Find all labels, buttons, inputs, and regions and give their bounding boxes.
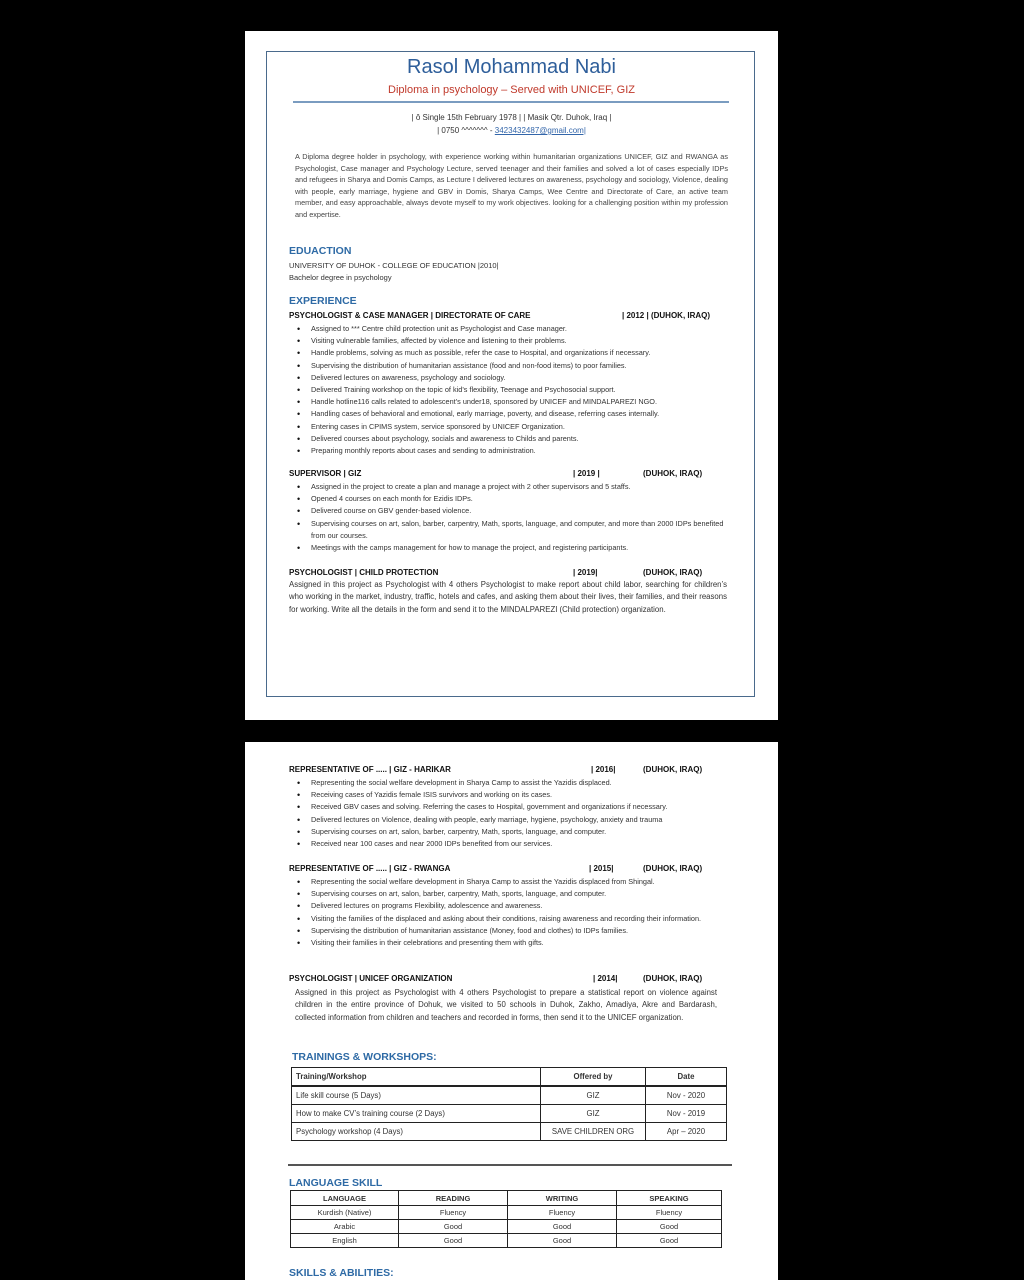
list-item: • Supervising the distribution of humanitarian assistance (food and non-food items) to poor families. [289, 360, 739, 372]
list-item: • Representing the social welfare development in Sharya Camp to assist the Yazidis displaced. [289, 777, 759, 789]
list-item: • Receiving cases of Yazidis female ISIS survivors and working on its cases. [289, 789, 759, 801]
table-row [292, 1105, 727, 1123]
list-item: • Opened 4 courses on each month for Ezidis IDPs. [289, 493, 729, 505]
education-school: UNIVERSITY OF DUHOK - COLLEGE OF EDUCATION |2010| [289, 261, 499, 270]
list-item: • Received near 100 cases and near 2000 IDPs benefited from our services. [289, 838, 759, 850]
contact-line: | ô Single 15th February 1978 | | Masik Qtr. Duhok, Iraq | [411, 113, 612, 122]
job-header [289, 974, 729, 983]
job-header [289, 568, 729, 577]
list-item: • Visiting vulnerable families, affected by violence and listening to their problems. [289, 335, 739, 347]
language-table [290, 1190, 722, 1248]
contact-phone-email [245, 126, 778, 135]
table-cell: GIZ [541, 1086, 646, 1105]
table-header-row [292, 1068, 727, 1087]
list-item: • Supervising the distribution of humanitarian assistance (Money, food and clothes) to IDPs families. [289, 925, 729, 937]
list-item: • Handle hotline116 calls related to adolescent’s under18, sponsored by UNICEF and MINDALPAREZI NGO. [289, 396, 739, 408]
list-item: • Supervising courses on art, salon, barber, carpentry, Math, sports, language, and computer. [289, 888, 729, 900]
education-heading: EDUACTION [289, 245, 352, 257]
table-cell: Good [508, 1234, 617, 1248]
table-cell: Nov - 2020 [646, 1086, 727, 1105]
language-heading: LANGUAGE SKILL [289, 1177, 383, 1189]
list-item: • Assigned in the project to create a plan and manage a project with 2 other supervisors and 5 staffs. [289, 481, 729, 493]
table-cell: SAVE CHILDREN ORG [541, 1123, 646, 1141]
column-header: SPEAKING [617, 1191, 722, 1206]
job-year: | 2016| [591, 765, 616, 774]
job-location: (DUHOK, IRAQ) [643, 469, 703, 478]
job-title: PSYCHOLOGIST | CHILD PROTECTION [289, 568, 439, 577]
job-bullets [289, 481, 729, 554]
column-header: LANGUAGE [291, 1191, 399, 1206]
job-year: | 2014| [593, 974, 618, 983]
job-description: Assigned in this project as Psychologist with 4 others Psychologist to make report about child labor, searching for children’s who working in the market, industry, traffic, hotels and cafes, and asking them about their lives, their families, and their reasons for working. Write all the details in the form and send it to the MINDALPAREZI (Child protection) organization. [289, 580, 727, 614]
job-title: PSYCHOLOGIST | UNICEF ORGANIZATION [289, 974, 453, 983]
table-cell: Good [399, 1234, 508, 1248]
section-divider [288, 1164, 732, 1166]
table-row [291, 1206, 722, 1220]
job-bullets [289, 876, 729, 949]
applicant-name: Rasol Mohammad Nabi [407, 56, 616, 78]
experience-heading: EXPERIENCE [289, 295, 357, 307]
profile-summary: A Diploma degree holder in psychology, with experience working within humanitarian organizations UNICEF, GIZ and RWANGA as Psychologist, Case manager and Psychology Lecture, served teenager and their families and solved a lot of cases especially IDPs and refugees in Sharya and Domis Camps, as Lecture I delivered lectures on awareness, psychology and sociology, Violence, dealing with people, early marriage, hygiene and GBV in Domis, Sharya Camps, Wee Centre and Directorate of Care, an active team member, and easy approachable, always devote myself to my work objectives. looking for a challenging position within my profession and expertise. [295, 152, 728, 219]
job-date: | 2012 | (DUHOK, IRAQ) [622, 311, 711, 320]
list-item: • Meetings with the camps management for how to manage the project, and registering participants. [289, 542, 729, 554]
phone-number: | 0750 ^^^^^^^ - [437, 126, 495, 135]
job-bullets [289, 323, 739, 457]
job-location: (DUHOK, IRAQ) [643, 765, 703, 774]
resume-page-2 [245, 742, 778, 1280]
table-row [291, 1234, 722, 1248]
job-header [289, 311, 729, 320]
list-item: • Delivered lectures on awareness, psychology and sociology. [289, 372, 739, 384]
list-item: • Delivered course on GBV gender-based violence. [289, 505, 729, 517]
column-header: READING [399, 1191, 508, 1206]
column-header: Offered by [541, 1068, 646, 1087]
table-cell: Fluency [508, 1206, 617, 1220]
job-year: | 2019 | [573, 469, 600, 478]
job-title: REPRESENTATIVE OF ..... | GIZ - RWANGA [289, 864, 451, 873]
table-cell: GIZ [541, 1105, 646, 1123]
job-title: SUPERVISOR | GIZ [289, 469, 362, 478]
table-row [291, 1220, 722, 1234]
column-header: Training/Workshop [292, 1068, 541, 1087]
job-location: (DUHOK, IRAQ) [643, 568, 703, 577]
list-item: • Delivered lectures on Violence, dealing with people, early marriage, hygiene, psychology, anxiety and trauma [289, 814, 759, 826]
trainings-heading: TRAININGS & WORKSHOPS: [292, 1051, 437, 1063]
list-item: • Supervising courses on art, salon, barber, carpentry, Math, sports, language, and computer, and more than 2000 IDPs benefited from our courses. [289, 518, 729, 542]
list-item: • Received GBV cases and solving. Referring the cases to Hospital, government and organizations if necessary. [289, 801, 759, 813]
table-cell: Good [617, 1234, 722, 1248]
list-item: • Supervising courses on art, salon, barber, carpentry, Math, sports, language, and computer. [289, 826, 759, 838]
list-item: • Representing the social welfare development in Sharya Camp to assist the Yazidis displaced from Shingal. [289, 876, 729, 888]
table-cell: Life skill course (5 Days) [292, 1086, 541, 1105]
job-year: | 2015| [589, 864, 614, 873]
title-divider [293, 101, 729, 103]
table-cell: Fluency [617, 1206, 722, 1220]
table-cell: Good [617, 1220, 722, 1234]
job-description: Assigned in this project as Psychologist with 4 others Psychologist to prepare a statistical report on violence against children in the entire province of Dohuk, we visited to 50 schools in Duhok, Zakho, Amadiya, Akre and Bardarash, collected information from children and teachers and recorded in forms, then send it to the UNICEF organization. [295, 988, 717, 1022]
table-cell: Psychology workshop (4 Days) [292, 1123, 541, 1141]
table-cell: Good [399, 1220, 508, 1234]
list-item: • Visiting their families in their celebrations and presenting them with gifts. [289, 937, 729, 949]
trainings-table [291, 1067, 727, 1141]
table-cell: Good [508, 1220, 617, 1234]
job-bullets [289, 777, 759, 850]
table-header-row [291, 1191, 722, 1206]
list-item: • Handle problems, solving as much as possible, refer the case to Hospital, and organizations if necessary. [289, 347, 739, 359]
job-header [289, 469, 729, 478]
table-row [292, 1086, 727, 1105]
job-header [289, 864, 729, 873]
table-cell: Nov - 2019 [646, 1105, 727, 1123]
list-item: • Delivered courses about psychology, socials and awareness to Childs and parents. [289, 433, 739, 445]
table-cell: Kurdish (Native) [291, 1206, 399, 1220]
column-header: WRITING [508, 1191, 617, 1206]
education-degree: Bachelor degree in psychology [289, 273, 392, 282]
job-year: | 2019| [573, 568, 598, 577]
list-item: • Delivered Training workshop on the topic of kid’s flexibility, Teenage and Psychosocial support. [289, 384, 739, 396]
column-header: Date [646, 1068, 727, 1087]
table-cell: Fluency [399, 1206, 508, 1220]
applicant-subtitle: Diploma in psychology – Served with UNICEF, GIZ [388, 84, 635, 96]
job-title: REPRESENTATIVE OF ..... | GIZ - HARIKAR [289, 765, 451, 774]
table-cell: How to make CV’s training course (2 Days) [292, 1105, 541, 1123]
table-cell: English [291, 1234, 399, 1248]
job-location: (DUHOK, IRAQ) [643, 974, 703, 983]
list-item: • Visiting the families of the displaced and asking about their conditions, raising awareness and recording their information. [289, 913, 729, 925]
job-header [289, 765, 729, 774]
table-cell: Apr – 2020 [646, 1123, 727, 1141]
list-item: • Entering cases in CPIMS system, service sponsored by UNICEF Organization. [289, 421, 739, 433]
list-item: • Handling cases of behavioral and emotional, early marriage, poverty, and disease, referring cases internally. [289, 408, 739, 420]
list-item: • Delivered lectures on programs Flexibility, adolescence and awareness. [289, 900, 729, 912]
email-link[interactable]: 3423432487@gmail.com| [494, 126, 586, 135]
resume-page-1 [245, 31, 778, 720]
table-row [292, 1123, 727, 1141]
job-location: (DUHOK, IRAQ) [643, 864, 703, 873]
skills-heading: SKILLS & ABILITIES: [289, 1267, 394, 1279]
job-title: PSYCHOLOGIST & CASE MANAGER | DIRECTORATE OF CARE [289, 311, 531, 320]
list-item: • Assigned to *** Centre child protection unit as Psychologist and Case manager. [289, 323, 739, 335]
list-item: • Preparing monthly reports about cases and sending to administration. [289, 445, 739, 457]
table-cell: Arabic [291, 1220, 399, 1234]
